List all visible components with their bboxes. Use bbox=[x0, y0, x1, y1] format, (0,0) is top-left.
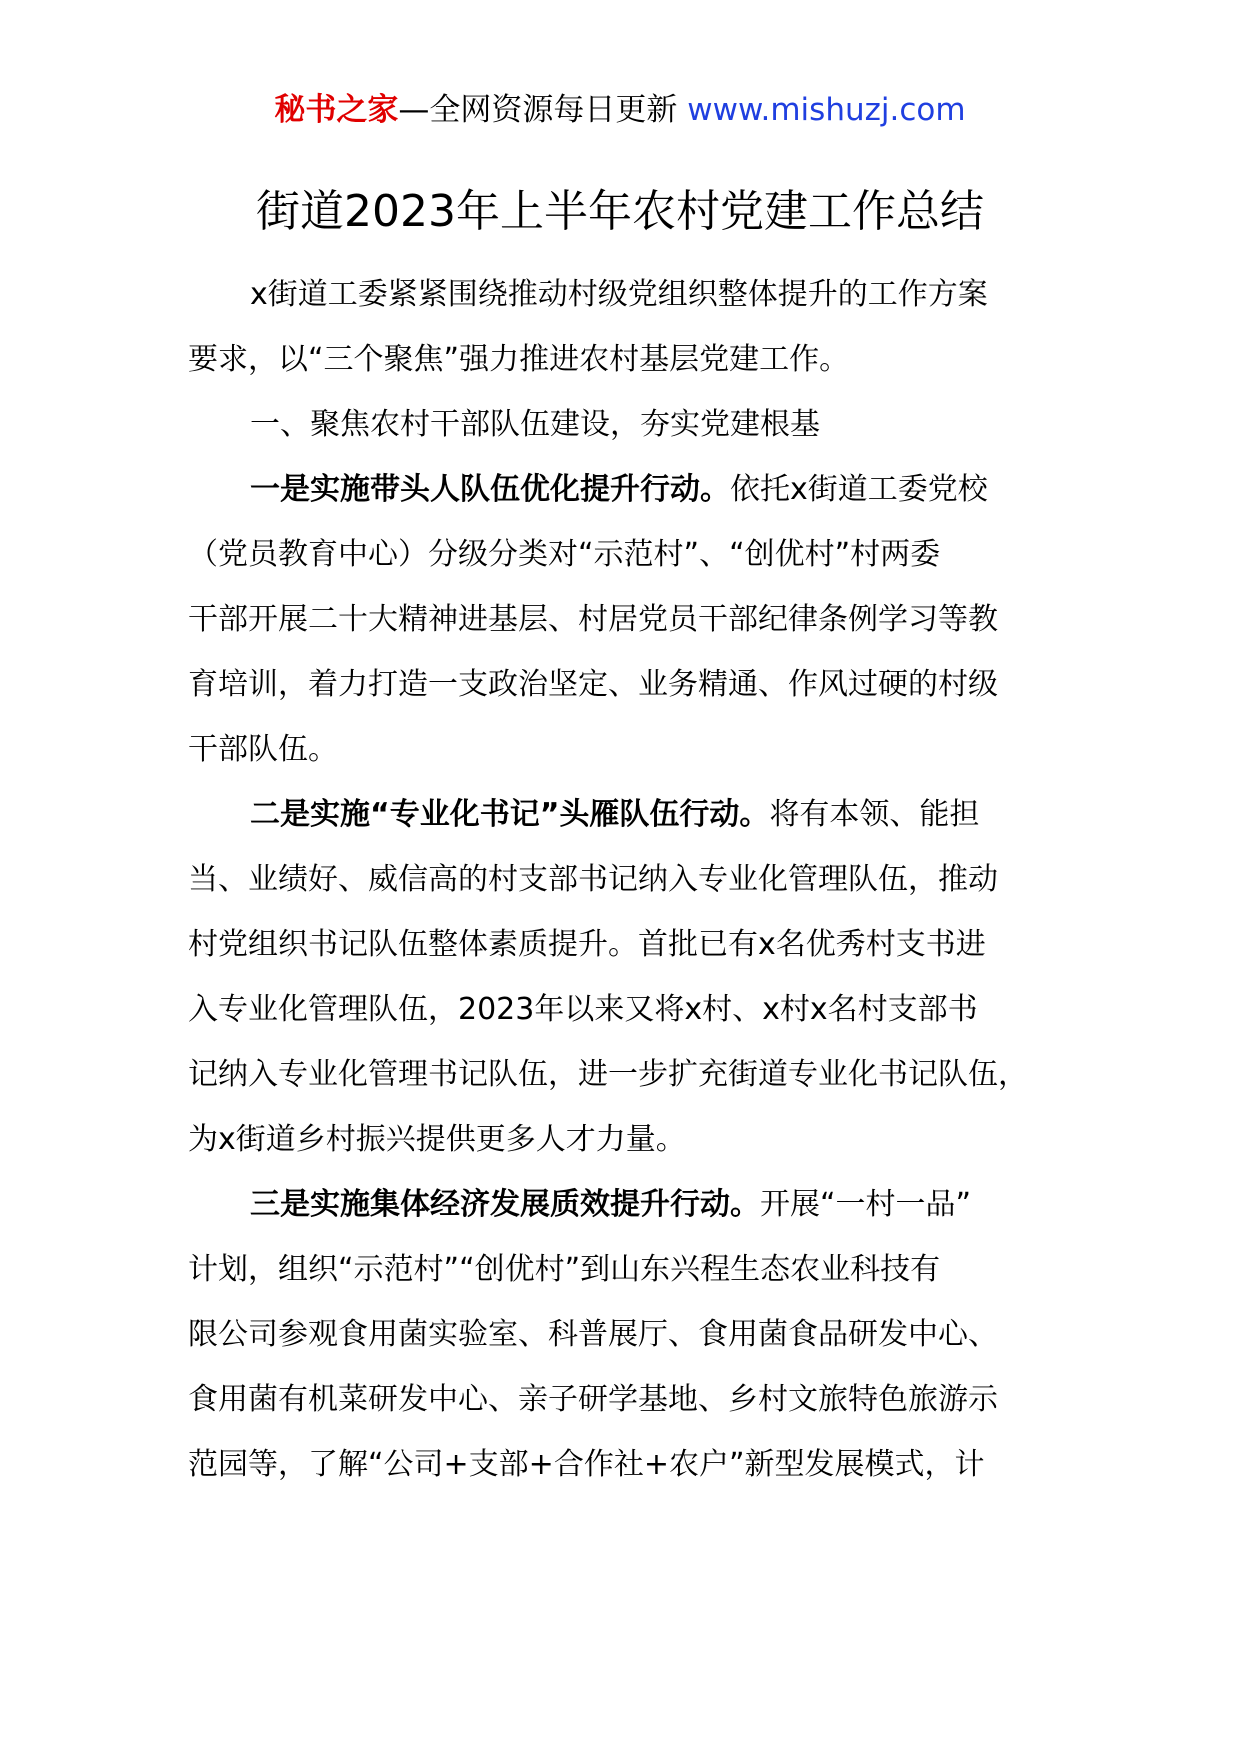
line-text: 干部队伍。 bbox=[188, 732, 338, 767]
paragraph-line bbox=[188, 782, 1064, 847]
document-title: 街道2023年上半年农村党建工作总结 bbox=[256, 186, 984, 237]
line-text: （党员教育中心）分级分类对“示范村”、“创优村”村两委 bbox=[188, 537, 941, 572]
document-body bbox=[188, 262, 1064, 1497]
brand-name: 秘书之家 bbox=[274, 92, 399, 128]
line-text: 食用菌有机菜研发中心、亲子研学基地、乡村文旅特色旅游示 bbox=[188, 1382, 998, 1417]
section-heading bbox=[188, 392, 1064, 457]
paragraph-line bbox=[188, 1302, 1064, 1367]
line-text: 为x街道乡村振兴提供更多人才力量。 bbox=[188, 1122, 686, 1157]
line-text: 当、业绩好、威信高的村支部书记纳入专业化管理队伍，推动 bbox=[188, 862, 998, 897]
paragraph-line bbox=[188, 912, 1064, 977]
line-text: 将有本领、能担 bbox=[769, 797, 980, 832]
line-text: 限公司参观食用菌实验室、科普展厅、食用菌食品研发中心、 bbox=[188, 1317, 998, 1352]
line-text: 入专业化管理队伍，2023年以来又将x村、x村x名村支部书 bbox=[188, 992, 978, 1027]
line-text: 村党组织书记队伍整体素质提升。首批已有x名优秀村支书进 bbox=[188, 927, 986, 962]
paragraph-line bbox=[188, 457, 1064, 522]
line-text: 要求，以“三个聚焦”强力推进农村基层党建工作。 bbox=[188, 342, 850, 377]
paragraph-line bbox=[188, 1172, 1064, 1237]
paragraph-line bbox=[188, 1107, 1064, 1172]
line-text: 一、聚焦农村干部队伍建设，夯实党建根基 bbox=[250, 407, 820, 442]
paragraph-line bbox=[188, 652, 1064, 717]
paragraph-line bbox=[188, 262, 1064, 327]
paragraph-line bbox=[188, 1432, 1064, 1497]
paragraph-line bbox=[188, 1237, 1064, 1302]
line-text: 记纳入专业化管理书记队伍，进一步扩充街道专业化书记队伍， bbox=[188, 1057, 1028, 1092]
line-text: 开展“一村一品” bbox=[760, 1187, 972, 1222]
paragraph-line bbox=[188, 1042, 1064, 1107]
paragraph-line bbox=[188, 717, 1064, 782]
paragraph-lead: 三是实施集体经济发展质效提升行动。 bbox=[250, 1187, 760, 1222]
line-text: 范园等，了解“公司+支部+合作社+农户”新型发展模式，计 bbox=[188, 1447, 985, 1482]
line-text: 依托x街道工委党校 bbox=[730, 472, 988, 507]
paragraph-line bbox=[188, 327, 1064, 392]
line-text: 育培训，着力打造一支政治坚定、业务精通、作风过硬的村级 bbox=[188, 667, 998, 702]
paragraph-line bbox=[188, 587, 1064, 652]
line-text: x街道工委紧紧围绕推动村级党组织整体提升的工作方案 bbox=[250, 277, 988, 312]
header-tagline: —全网资源每日更新 bbox=[398, 92, 678, 128]
paragraph-lead: 一是实施带头人队伍优化提升行动。 bbox=[250, 472, 730, 507]
paragraph-line bbox=[188, 1367, 1064, 1432]
line-text: 干部开展二十大精神进基层、村居党员干部纪律条例学习等教 bbox=[188, 602, 998, 637]
paragraph-line bbox=[188, 977, 1064, 1042]
site-url-link[interactable]: www.mishuzj.com bbox=[687, 92, 966, 128]
paragraph-line bbox=[188, 847, 1064, 912]
site-header bbox=[0, 88, 1240, 132]
line-text: 计划，组织“示范村”“创优村”到山东兴程生态农业科技有 bbox=[188, 1252, 941, 1287]
paragraph-line bbox=[188, 522, 1064, 587]
paragraph-lead: 二是实施“专业化书记”头雁队伍行动。 bbox=[250, 797, 770, 832]
